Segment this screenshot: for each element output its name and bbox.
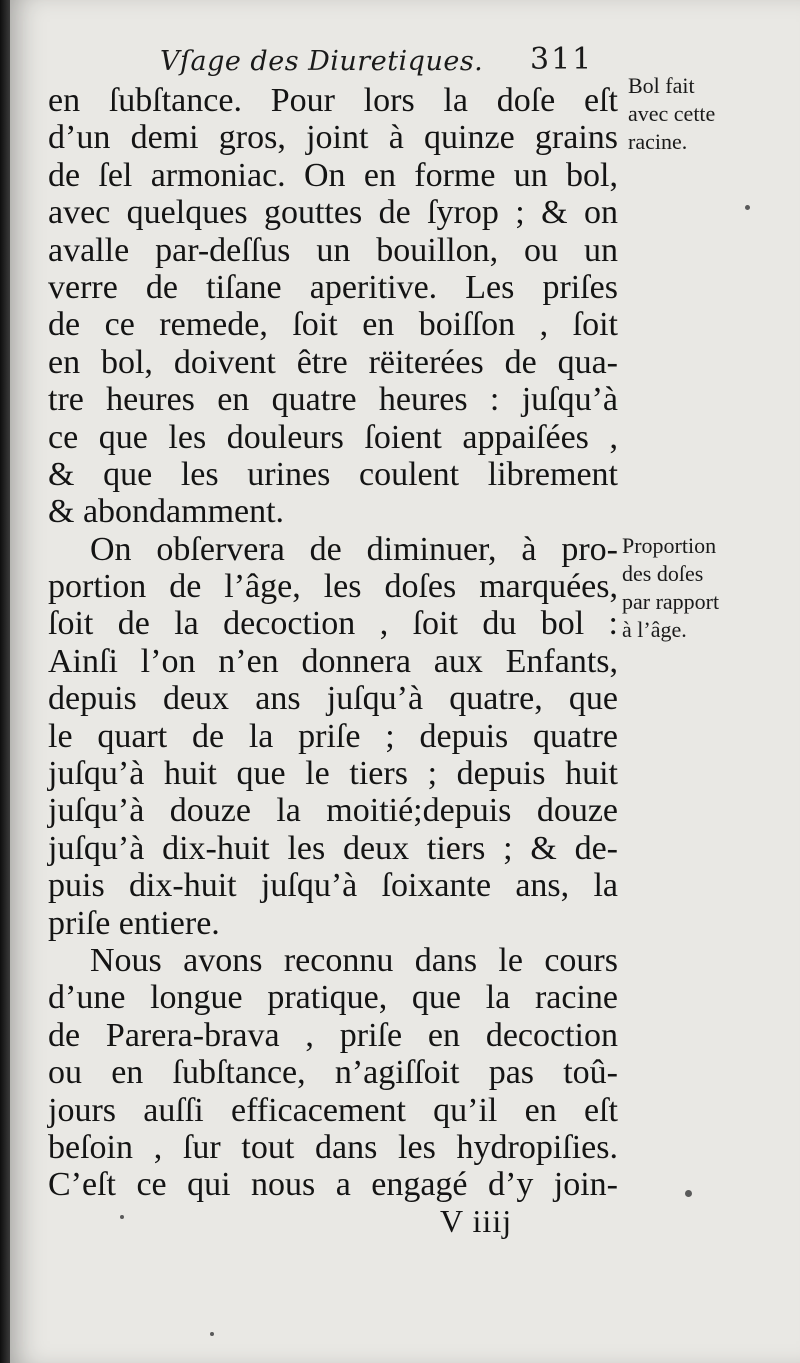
text-line: Nous avons reconnu dans le cours [90, 941, 618, 979]
text-line: priſe entiere. [48, 904, 220, 942]
text-line: d’un demi gros, joint à quinze grains [48, 119, 618, 157]
running-title: Vſage des Diuretiques. [160, 46, 484, 77]
paper-speck [685, 1190, 692, 1197]
margin-note-line: avec cette [628, 101, 716, 126]
text-line: en bol, doivent être rëiterées de qua- [48, 343, 618, 381]
text-line: portion de l’âge, les doſes marquées, [48, 568, 618, 606]
margin-note-line: à l’âge. [622, 617, 687, 642]
text-line: depuis deux ans juſqu’à quatre, que [48, 680, 618, 718]
text-line: de ſel armoniac. On en forme un bol, [48, 156, 618, 194]
paragraph-1 [48, 82, 618, 531]
text-line: juſqu’à huit que le tiers ; depuis huit [48, 755, 618, 793]
margin-note-line: des doſes [622, 561, 704, 586]
text-line: de Parera-brava , priſe en decoction [48, 1016, 618, 1054]
margin-note-line: Bol fait [628, 73, 695, 98]
text-line: juſqu’à dix-huit les deux tiers ; & de- [48, 829, 618, 867]
paragraph-3 [48, 942, 618, 1204]
margin-note-line: par rapport [622, 589, 720, 614]
margin-note-line: Proportion [622, 533, 717, 558]
page-number: 311 [530, 42, 594, 77]
text-line: ou en ſubſtance, n’agiſſoit pas toû- [48, 1054, 618, 1092]
text-line: juſqu’à douze la moitié;depuis douze [48, 792, 618, 830]
margin-note-bol [628, 72, 798, 156]
text-line: & abondamment. [48, 493, 285, 531]
text-line: & que les urines coulent librement [48, 455, 618, 493]
text-line: tre heures en quatre heures : juſqu’à [48, 381, 618, 419]
text-line: beſoin , ſur tout dans les hydropiſies. [48, 1128, 618, 1166]
text-line: verre de tiſane aperitive. Les priſes [48, 268, 618, 306]
page-gutter-edge [0, 0, 10, 1363]
body-text [48, 82, 618, 1204]
text-line: d’une longue pratique, que la racine [48, 979, 618, 1017]
paper-speck [745, 205, 750, 210]
text-line: avec quelques gouttes de ſyrop ; & on [48, 194, 618, 232]
text-line: C’eſt ce qui nous a engagé d’y join- [48, 1166, 618, 1204]
text-line: avalle par-deſſus un bouillon, ou un [48, 231, 618, 269]
text-line: puis dix-huit juſqu’à ſoixante ans, la [48, 867, 618, 905]
text-line: On obſervera de diminuer, à pro- [90, 530, 618, 568]
text-line: jours auſſi efficacement qu’il en eſt [48, 1091, 618, 1129]
book-page [10, 0, 800, 1363]
text-line: Ainſi l’on n’en donnera aux Enfants, [48, 642, 618, 680]
text-line: ſoit de la decoction , ſoit du bol : [48, 605, 618, 643]
text-line: en ſubſtance. Pour lors la doſe eſt [48, 82, 618, 119]
paper-speck [120, 1215, 124, 1219]
catchword-signature: V iiij [440, 1203, 513, 1239]
paragraph-2 [48, 531, 618, 942]
text-line: le quart de la priſe ; depuis quatre [48, 717, 618, 755]
text-line: de ce remede, ſoit en boiſſon , ſoit [48, 306, 618, 344]
margin-note-proportion [622, 532, 792, 644]
margin-note-line: racine. [628, 129, 688, 154]
paper-speck [210, 1332, 214, 1336]
text-line: ce que les douleurs ſoient appaiſées , [48, 418, 618, 456]
